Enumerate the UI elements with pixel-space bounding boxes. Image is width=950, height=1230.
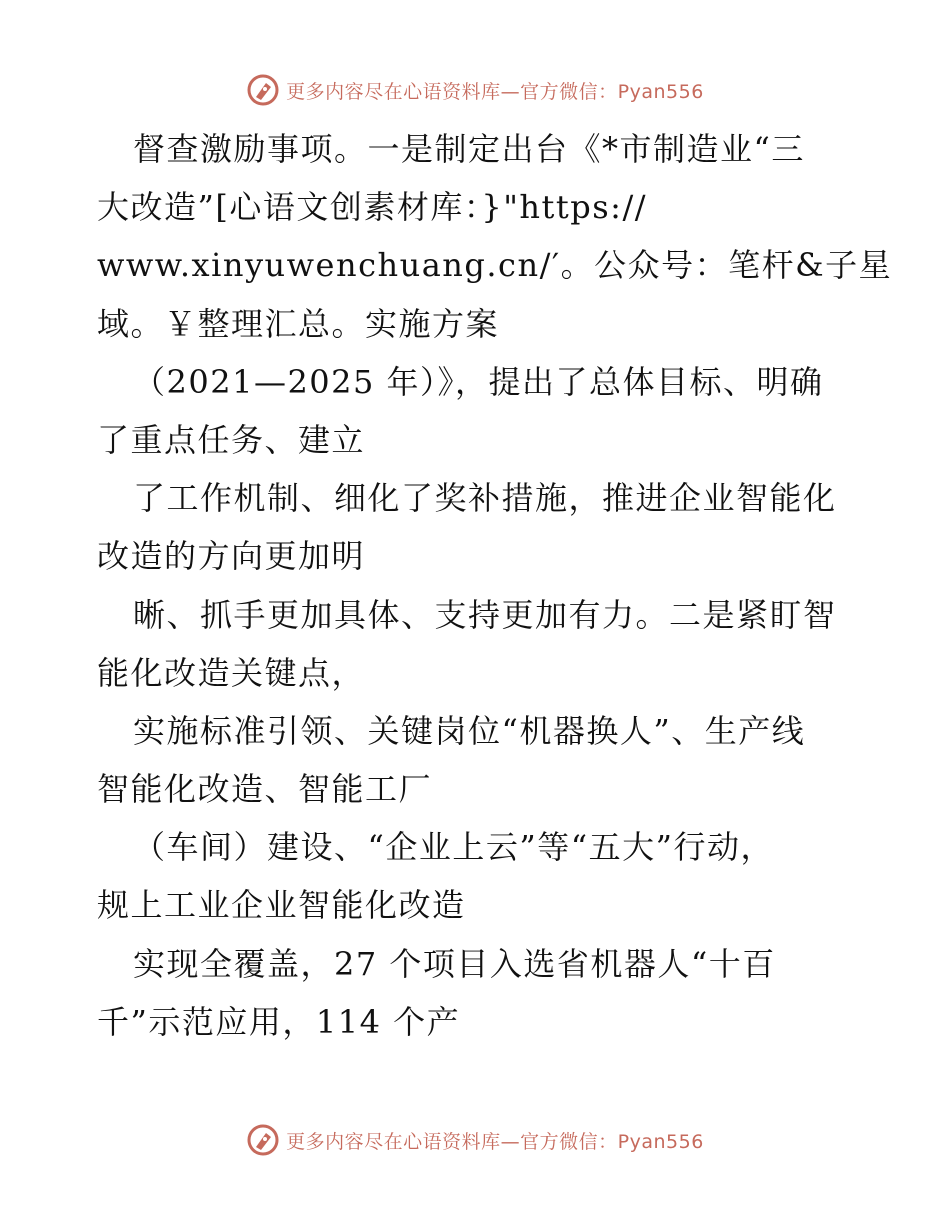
- document-body: [97, 120, 893, 1051]
- header-banner-text: 更多内容尽在心语资料库—官方微信：Pyan556: [286, 80, 704, 103]
- text-line: 了重点任务、建立: [97, 420, 366, 459]
- text-line: （车间）建设、“企业上云”等“五大”行动，: [133, 828, 774, 867]
- text-line: 晰、抓手更加具体、支持更加有力。二是紧盯智: [133, 595, 837, 634]
- text-line: 千”示范应用，114 个产: [97, 1002, 461, 1041]
- text-line: 实现全覆盖，27 个项目入选省机器人“十百: [133, 944, 776, 983]
- header-banner: [0, 70, 950, 110]
- text-line: 督查激励事项。一是制定出台《*市制造业“三: [133, 130, 805, 168]
- text-line: 规上工业企业智能化改造: [97, 886, 466, 925]
- text-line: 大改造”[心语文创素材库：}"https://: [97, 188, 648, 227]
- pen-nib-circle-icon: [246, 1123, 280, 1157]
- pen-nib-circle-icon: [246, 73, 280, 107]
- text-line: 了工作机制、细化了奖补措施，推进企业智能化: [133, 479, 837, 518]
- text-line: 智能化改造、智能工厂: [97, 770, 433, 809]
- footer-banner-text: 更多内容尽在心语资料库—官方微信：Pyan556: [286, 1130, 704, 1153]
- footer-banner: [0, 1120, 950, 1160]
- text-line: （2021—2025 年）》，提出了总体目标、明确: [133, 362, 824, 401]
- text-line: www.xinyuwenchuang.cn/′。公众号：笔杆&子星: [97, 246, 893, 285]
- text-line: 实施标准引领、关键岗位“机器换人”、生产线: [133, 711, 806, 750]
- text-line: 域。￥整理汇总。实施方案: [97, 304, 500, 343]
- text-line: 改造的方向更加明: [97, 537, 366, 576]
- text-line: 能化改造关键点，: [97, 653, 366, 692]
